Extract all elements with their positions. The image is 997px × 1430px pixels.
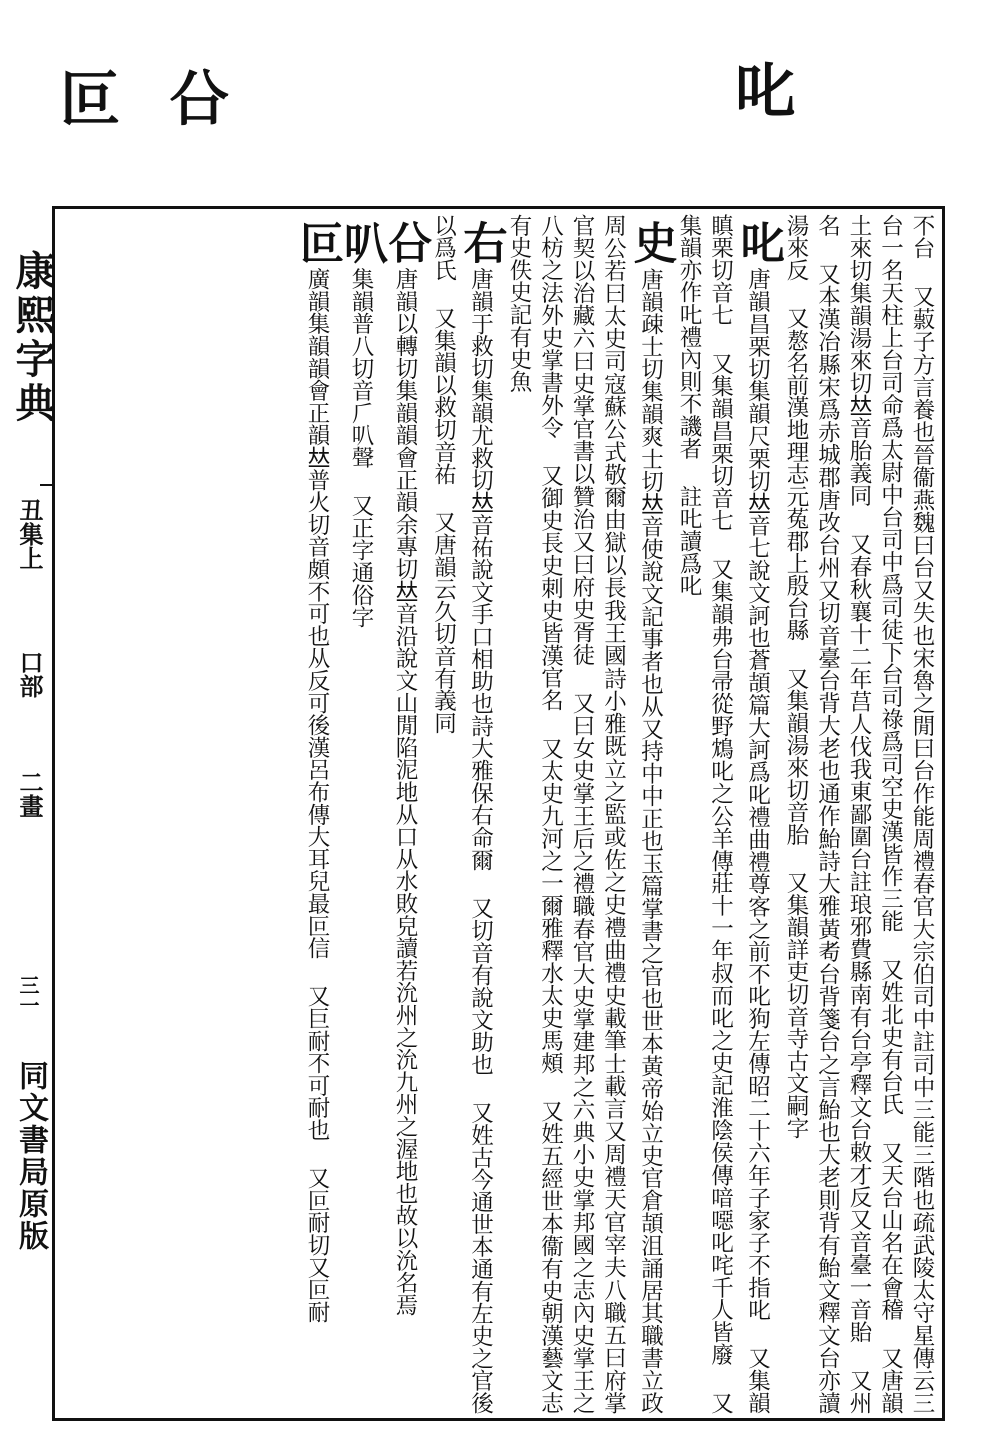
entry-text: 唐韻昌栗切集韻尺栗切𠀤音七說文訶也蒼頡篇大訶爲叱禮曲禮尊客之前不叱狗左傳昭二十六年子家子不指叱 又集韻瞋栗切音七 又集韻昌栗切音七 又集韻弗台帚從野鴆叱之公羊傳莊十一年叔而叱之史記淮陰侯傳喑噁叱咤千人皆廢 又集韻亦作𠮟禮內則不譏者 註𠮟讀爲叱 <box>676 214 771 1414</box>
entry-text: 唐韻疎士切集韻爽士切𠀤音使說文記事者也从又持中中正也玉篇掌書之官也世本黃帝始立史官倉頡沮誦居其職書立政周公若曰太史司寇蘇公式敬爾由獄以長我王國詩小雅既立之監或佐之史禮曲禮史載筆士載言又周禮天官宰夫八職五曰府掌官契以治藏六曰史掌官書以贊治又曰府史胥徒 又曰女史掌王后之禮職春官大史掌建邦之六典小史掌邦國之志內史掌王之八枋之法外史掌書外令 又御史長史刺史皆漢官名 又太史九河之一爾雅釋水太史馬頰 又姓五經世本衞有史朝漢藝文志有史佚史記有史魚 <box>506 214 664 1414</box>
entry-text: 不台 又䔴子方言養也晉衞燕魏曰台又失也宋魯之閒曰台作能周禮春官大宗伯司中註司中三能三階也疏武陵太守星傳云三台一名天柱上台司命爲太尉中台司中爲司徒下台司祿爲司空史漢皆作三能 又姓北史有台氏 又天台山名在會稽 又唐韻土來切集韻湯來切𠀤音胎義同 又春秋襄十二年莒人伐我東鄙圍台註琅邪費縣南有台亭釋文台敕才反又音臺一音貽 又州名 又本漢冶縣宋爲赤城郡唐改台州又切音臺台背大老也通作鮐詩大雅黃耇台背箋台之言鮐也大老則背有鮐文釋文台亦讀湯來反 又㥿名前漢地理志元菟郡上殷台縣 又集韻湯來切音胎 又集韻詳吏切音寺古文嗣字 <box>783 214 935 1414</box>
entry-block <box>673 214 784 1414</box>
book-title: 康熙字典 <box>9 250 56 426</box>
entry-headword: 叭 <box>336 220 387 264</box>
entry-block <box>292 214 343 1414</box>
entry-headword: 叱 <box>732 220 784 264</box>
entry-headword: 史 <box>625 220 677 264</box>
title-rule <box>40 484 52 486</box>
radical-label: 口部 <box>15 650 44 698</box>
entry-headword: 叵 <box>292 220 343 264</box>
entry-block <box>780 214 938 1414</box>
entry-block <box>336 214 387 1414</box>
entry-text: 唐韻以轉切集韻韻會正韻余專切𠀤音沿說文山閒陷泥地从口从水敗皃讀若沇州之沇九州之渥地也故以沇名焉 <box>392 267 418 1316</box>
entry-block <box>503 214 677 1414</box>
collection-label: 丑集上 <box>15 498 44 570</box>
entry-text: 唐韻于救切集韻尤救切𠀤音祐說文手口相助也詩大雅保右命爾 又切音有說文助也 又姓古今通世本通有左史之官後以爲氏 又集韻以救切音祐 又唐韻云久切音有義同 <box>430 214 494 1414</box>
entry-headword: 右 <box>455 220 507 264</box>
entry-headword: 㕣 <box>380 220 431 264</box>
publisher-label: 同文書局原版 <box>13 1060 48 1252</box>
seal-glyph-right: 叱 <box>735 57 809 127</box>
dictionary-body <box>60 214 937 1414</box>
entry-block <box>427 214 507 1414</box>
seal-glyph-left: 叵 㕣 <box>60 65 243 135</box>
entry-block <box>380 214 431 1414</box>
stroke-count-label: 二畫 <box>15 770 44 818</box>
page-number: 三一 <box>16 975 40 1015</box>
entry-text: 廣韻集韻韻會正韻𠀤普火切音頗不可也从反可後漢呂布傳大耳兒最叵信 又巨耐不可耐也 又叵耐切又叵耐 <box>304 267 330 1323</box>
entry-text: 集韻普八切音𠂆叭聲 又正字通俗字 <box>348 267 374 629</box>
